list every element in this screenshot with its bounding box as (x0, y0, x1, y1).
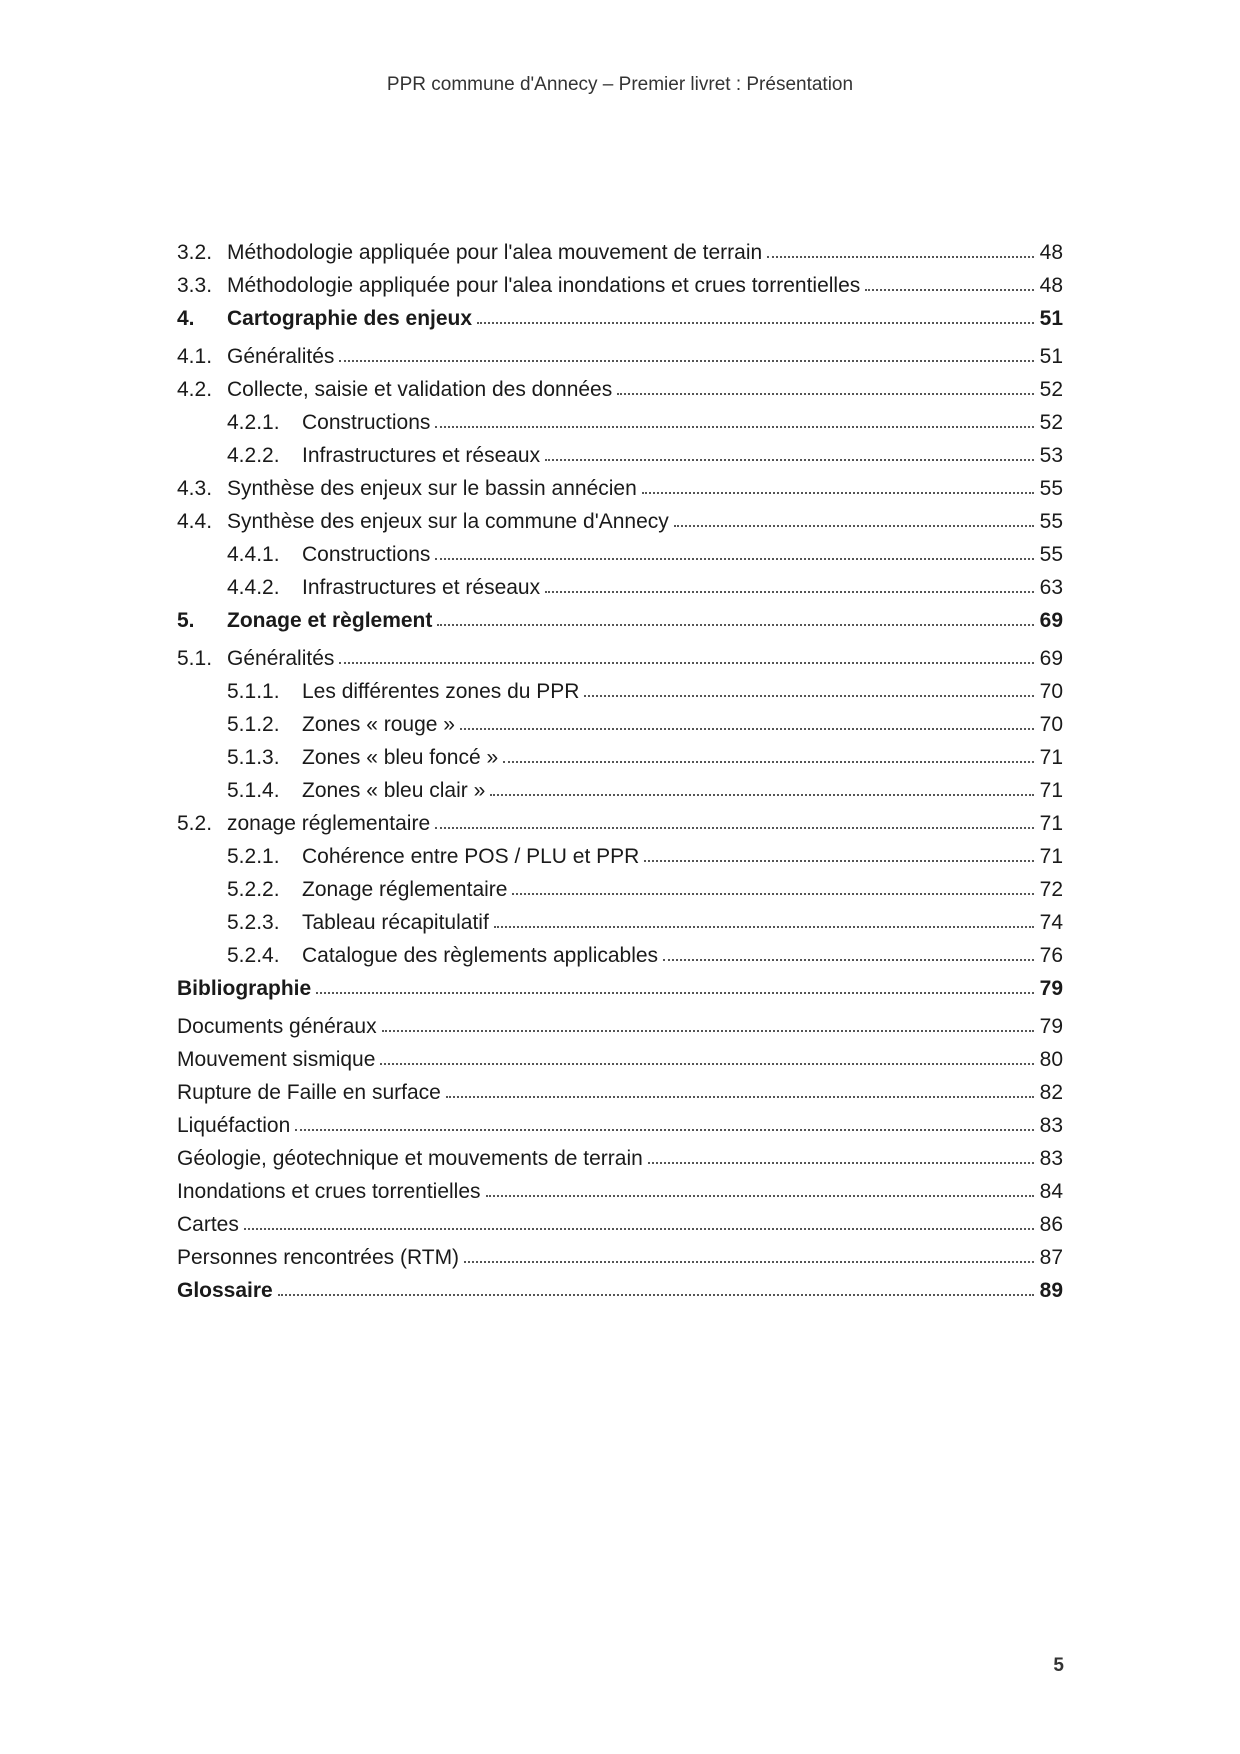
toc-entry-label: Catalogue des règlements applicables (302, 944, 659, 967)
toc-entry-number: 4. (177, 307, 195, 330)
toc-entry-page: 63 (1039, 576, 1063, 599)
toc-entry-page: 83 (1039, 1114, 1063, 1137)
toc-entry-page: 51 (1039, 307, 1063, 330)
toc-entry-label: Zonage réglementaire (302, 878, 508, 901)
toc-entry-number: 3.3. (177, 274, 213, 297)
toc-entry-label: Glossaire (177, 1279, 273, 1302)
toc-entry-number: 5.1. (177, 647, 213, 670)
toc-entry[interactable] (177, 598, 1063, 631)
toc-entry-number: 5.1.4. (227, 779, 280, 802)
toc-entry-label: Zones « bleu clair » (302, 779, 486, 802)
toc-entry-number: 5.1.2. (227, 713, 280, 736)
toc-entry-page: 52 (1039, 411, 1063, 434)
dot-leader (642, 492, 1034, 494)
toc-entry-number: 3.2. (177, 241, 213, 264)
toc-entry-label: Méthodologie appliquée pour l'alea mouvement de terrain (227, 241, 763, 264)
toc-entry-number: 4.2.2. (227, 444, 280, 467)
toc-entry-page: 48 (1039, 241, 1063, 264)
toc-entry[interactable] (177, 1004, 1063, 1037)
toc-entry-label: Cartographie des enjeux (227, 307, 473, 330)
toc-entry-label: Bibliographie (177, 977, 312, 1000)
toc-entry-page: 86 (1039, 1213, 1063, 1236)
toc-entry-label: Inondations et crues torrentielles (177, 1180, 481, 1203)
toc-entry[interactable] (177, 499, 1063, 532)
dot-leader (435, 827, 1034, 829)
toc-entry[interactable] (177, 1037, 1063, 1070)
toc-entry-label: Généralités (227, 647, 335, 670)
dot-leader (584, 695, 1034, 697)
toc-entry-number: 5.1.3. (227, 746, 280, 769)
dot-leader (865, 289, 1034, 291)
toc-entry-number: 4.3. (177, 477, 213, 500)
dot-leader (663, 959, 1034, 961)
toc-entry-page: 71 (1039, 845, 1063, 868)
dot-leader (494, 926, 1034, 928)
page-number: 5 (1053, 1655, 1064, 1676)
dot-leader (674, 525, 1034, 527)
toc-entry[interactable] (177, 834, 1063, 867)
toc-entry[interactable] (177, 565, 1063, 598)
toc-entry[interactable] (177, 1103, 1063, 1136)
dot-leader (545, 591, 1034, 593)
toc-entry[interactable] (177, 400, 1063, 433)
toc-entry-page: 53 (1039, 444, 1063, 467)
toc-entry-label: Personnes rencontrées (RTM) (177, 1246, 460, 1269)
toc-entry-number: 5. (177, 609, 195, 632)
toc-entry-page: 79 (1039, 977, 1063, 1000)
dot-leader (648, 1162, 1034, 1164)
toc-entry-label: Les différentes zones du PPR (302, 680, 580, 703)
toc-entry-page: 71 (1039, 779, 1063, 802)
toc-entry-page: 55 (1039, 510, 1063, 533)
toc-entry-page: 76 (1039, 944, 1063, 967)
toc-entry-page: 52 (1039, 378, 1063, 401)
toc-entry[interactable] (177, 1169, 1063, 1202)
dot-leader (617, 393, 1034, 395)
toc-entry-label: Cartes (177, 1213, 239, 1236)
toc-entry-number: 5.2.1. (227, 845, 280, 868)
toc-entry-number: 4.2. (177, 378, 213, 401)
toc-entry[interactable] (177, 466, 1063, 499)
toc-entry-label: Collecte, saisie et validation des données (227, 378, 613, 401)
toc-entry-page: 55 (1039, 543, 1063, 566)
toc-entry[interactable] (177, 867, 1063, 900)
toc-entry-label: Constructions (302, 411, 431, 434)
toc-entry-label: Cohérence entre POS / PLU et PPR (302, 845, 640, 868)
toc-entry[interactable] (177, 1070, 1063, 1103)
dot-leader (435, 426, 1034, 428)
toc-entry-page: 69 (1039, 647, 1063, 670)
toc-entry[interactable] (177, 1202, 1063, 1235)
toc-entry-label: zonage réglementaire (227, 812, 431, 835)
toc-entry-page: 69 (1039, 609, 1063, 632)
toc-entry-label: Constructions (302, 543, 431, 566)
toc-entry-label: Synthèse des enjeux sur la commune d'Annecy (227, 510, 669, 533)
toc-entry-label: Géologie, géotechnique et mouvements de terrain (177, 1147, 643, 1170)
toc-entry-page: 79 (1039, 1015, 1063, 1038)
dot-leader (503, 761, 1034, 763)
toc-entry-page: 70 (1039, 680, 1063, 703)
dot-leader (295, 1129, 1034, 1131)
dot-leader (382, 1030, 1034, 1032)
toc-entry-number: 4.2.1. (227, 411, 280, 434)
toc-entry[interactable] (177, 334, 1063, 367)
toc-entry-label: Tableau récapitulatif (302, 911, 489, 934)
toc-entry-page: 87 (1039, 1246, 1063, 1269)
toc-entry-page: 71 (1039, 812, 1063, 835)
toc-entry-number: 4.4.2. (227, 576, 280, 599)
page-header: PPR commune d'Annecy – Premier livret : Présentation (386, 74, 854, 95)
toc-entry[interactable] (177, 735, 1063, 768)
toc-entry[interactable] (177, 433, 1063, 466)
toc-entry-page: 80 (1039, 1048, 1063, 1071)
toc-entry-page: 70 (1039, 713, 1063, 736)
toc-entry[interactable] (177, 532, 1063, 565)
toc-entry[interactable] (177, 933, 1063, 966)
dot-leader (244, 1228, 1034, 1230)
toc-entry[interactable] (177, 230, 1063, 263)
toc-entry[interactable] (177, 801, 1063, 834)
toc-entry-number: 5.2.3. (227, 911, 280, 934)
toc-entry-label: Infrastructures et réseaux (302, 444, 541, 467)
dot-leader (767, 256, 1034, 258)
dot-leader (644, 860, 1034, 862)
toc-entry-label: Synthèse des enjeux sur le bassin annécien (227, 477, 637, 500)
toc-entry[interactable] (177, 768, 1063, 801)
dot-leader (464, 1261, 1034, 1263)
toc-entry[interactable] (177, 1136, 1063, 1169)
toc-entry-number: 5.2.2. (227, 878, 280, 901)
toc-entry-page: 89 (1039, 1279, 1063, 1302)
toc-entry-page: 48 (1039, 274, 1063, 297)
dot-leader (278, 1294, 1034, 1296)
toc-entry-label: Méthodologie appliquée pour l'alea inondations et crues torrentielles (227, 274, 861, 297)
toc-entry-label: Infrastructures et réseaux (302, 576, 541, 599)
toc-entry-label: Rupture de Faille en surface (177, 1081, 441, 1104)
dot-leader (339, 360, 1034, 362)
toc-entry-page: 72 (1039, 878, 1063, 901)
toc-entry-page: 51 (1039, 345, 1063, 368)
toc-entry-label: Liquéfaction (177, 1114, 291, 1137)
toc-entry-label: Zones « bleu foncé » (302, 746, 499, 769)
toc-entry[interactable] (177, 367, 1063, 400)
toc-entry-label: Zones « rouge » (302, 713, 455, 736)
dot-leader (446, 1096, 1034, 1098)
toc-entry-page: 55 (1039, 477, 1063, 500)
toc-entry[interactable] (177, 636, 1063, 669)
toc-entry[interactable] (177, 900, 1063, 933)
toc-entry-number: 5.1.1. (227, 680, 280, 703)
dot-leader (380, 1063, 1034, 1065)
toc-entry[interactable] (177, 966, 1063, 999)
dot-leader (486, 1195, 1034, 1197)
dot-leader (435, 558, 1034, 560)
toc-entry-number: 4.4. (177, 510, 213, 533)
toc-entry[interactable] (177, 669, 1063, 702)
toc-entry[interactable] (177, 263, 1063, 296)
toc-entry[interactable] (177, 1268, 1063, 1301)
toc-entry-label: Mouvement sismique (177, 1048, 376, 1071)
dot-leader (490, 794, 1034, 796)
toc-entry[interactable] (177, 296, 1063, 329)
toc-entry-page: 84 (1039, 1180, 1063, 1203)
dot-leader (512, 893, 1034, 895)
toc-entry-number: 5.2. (177, 812, 213, 835)
dot-leader (339, 662, 1034, 664)
toc-entry-number: 4.1. (177, 345, 213, 368)
toc-entry-number: 5.2.4. (227, 944, 280, 967)
toc-entry-page: 71 (1039, 746, 1063, 769)
toc-entry[interactable] (177, 1235, 1063, 1268)
toc-entry[interactable] (177, 702, 1063, 735)
dot-leader (437, 624, 1034, 626)
dot-leader (316, 992, 1034, 994)
dot-leader (545, 459, 1034, 461)
dot-leader (477, 322, 1034, 324)
toc-entry-number: 4.4.1. (227, 543, 280, 566)
toc-entry-label: Documents généraux (177, 1015, 377, 1038)
toc-entry-page: 83 (1039, 1147, 1063, 1170)
toc-entry-page: 74 (1039, 911, 1063, 934)
toc-entry-page: 82 (1039, 1081, 1063, 1104)
dot-leader (460, 728, 1034, 730)
toc-entry-label: Généralités (227, 345, 335, 368)
toc-entry-label: Zonage et règlement (227, 609, 433, 632)
table-of-contents (177, 230, 1063, 1301)
